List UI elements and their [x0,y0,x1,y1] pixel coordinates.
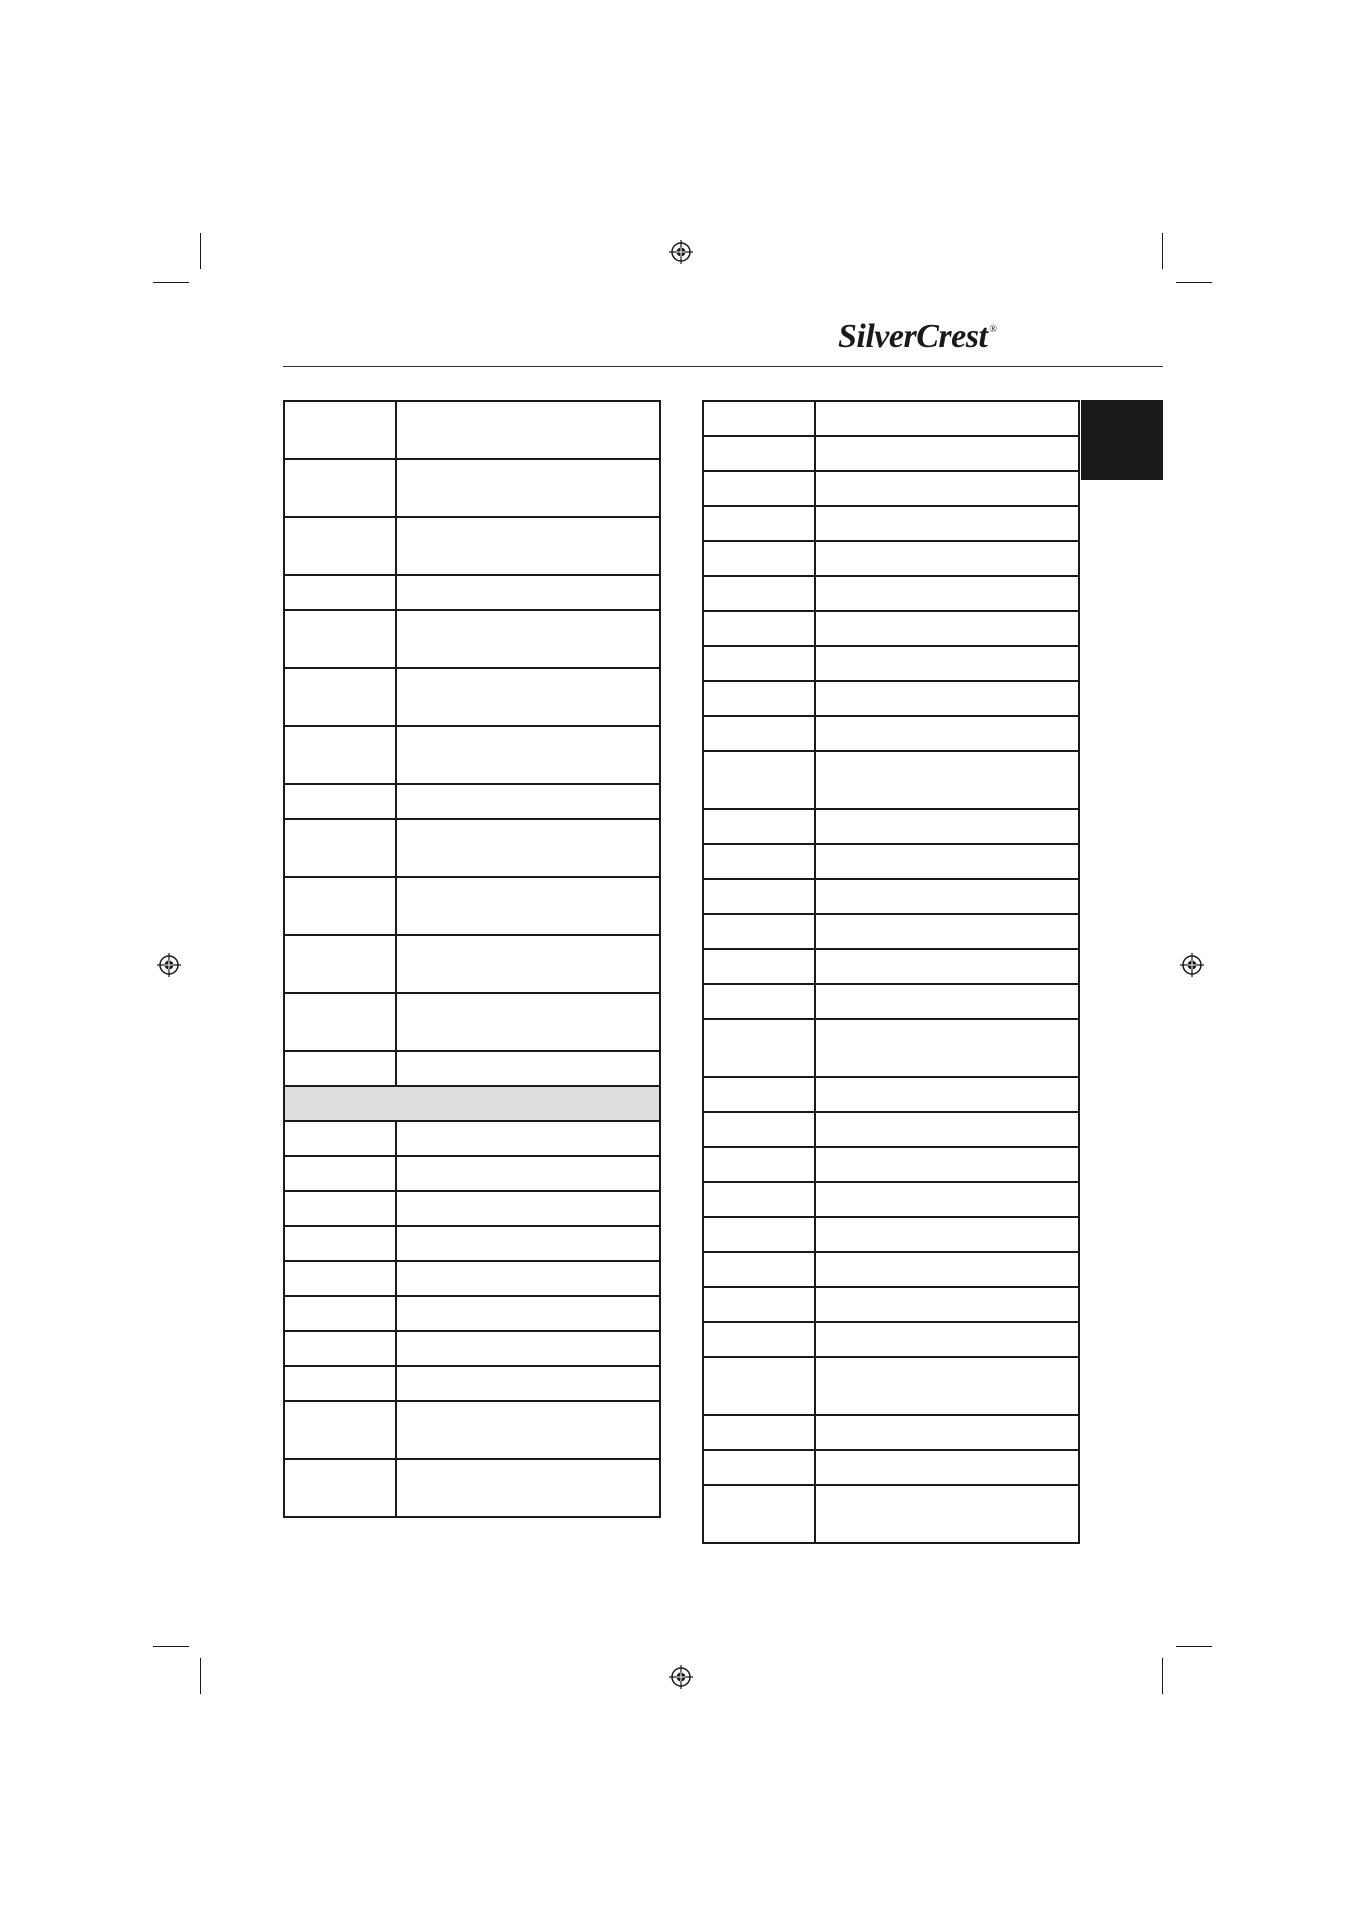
table-cell-value [815,611,1079,646]
crop-mark-top-right-h [1176,282,1212,283]
table-cell-label [703,1415,815,1450]
table-cell-value [396,668,660,726]
table-cell-label [284,1191,396,1226]
table-cell-label [284,517,396,575]
table-cell-label [703,844,815,879]
table-cell-label [703,1357,815,1415]
table-cell-value [815,1147,1079,1182]
table-cell-value [815,436,1079,471]
table-cell-value [815,949,1079,984]
table-cell-label [284,610,396,668]
table-cell-value [815,1019,1079,1077]
table-cell-label [703,984,815,1019]
table-row [703,716,1079,751]
table-cell-label [703,436,815,471]
left-table [283,400,661,1518]
table-cell-value [396,517,660,575]
table-cell-value [815,401,1079,436]
table-cell-value [815,844,1079,879]
table-cell-label [284,1261,396,1296]
table-row [703,751,1079,809]
table-cell-value [815,1357,1079,1415]
table-cell-label [703,1147,815,1182]
table-cell-label [284,459,396,517]
table-cell-value [396,1226,660,1261]
table-row [703,541,1079,576]
table-row [703,1287,1079,1322]
table-row [703,1252,1079,1287]
table-row [703,1019,1079,1077]
table-cell-label [284,1331,396,1366]
table-row [703,809,1079,844]
table-cell-label [703,716,815,751]
table-row [284,935,660,993]
table-cell-label [284,401,396,459]
table-cell-value [815,716,1079,751]
table-cell-label [284,1226,396,1261]
table-cell-label [703,1217,815,1252]
section-header-cell [284,1086,660,1121]
table-cell-value [815,809,1079,844]
table-row [284,1156,660,1191]
crop-mark-top-left-v [200,233,201,269]
crop-mark-bottom-left-v [200,1658,201,1694]
table-cell-label [284,935,396,993]
crop-mark-bottom-right-v [1162,1658,1163,1694]
table-cell-label [703,751,815,809]
table-cell-label [703,541,815,576]
table-row [284,610,660,668]
table-row [284,1226,660,1261]
table-cell-value [396,1459,660,1517]
table-row [284,1191,660,1226]
table-cell-value [396,1296,660,1331]
table-cell-value [815,751,1079,809]
table-cell-label [284,668,396,726]
table-cell-label [284,993,396,1051]
table-cell-value [815,1485,1079,1543]
table-cell-value [815,879,1079,914]
table-cell-label [703,681,815,716]
table-cell-label [703,506,815,541]
table-row [703,1217,1079,1252]
table-cell-label [703,1322,815,1357]
table-cell-label [284,877,396,935]
table-cell-value [396,1331,660,1366]
table-cell-value [396,459,660,517]
table-row [703,401,1079,436]
table-cell-value [815,1077,1079,1112]
table-row [284,575,660,610]
table-cell-label [284,1401,396,1459]
table-cell-value [396,877,660,935]
table-row [284,784,660,819]
table-row [703,506,1079,541]
table-cell-label [284,819,396,877]
table-cell-value [396,1051,660,1086]
table-row [703,646,1079,681]
header-rule [283,366,1163,367]
right-table [702,400,1080,1544]
table-row [703,1322,1079,1357]
table-cell-value [396,1191,660,1226]
table-cell-label [703,1287,815,1322]
table-cell-value [815,506,1079,541]
table-cell-label [703,1077,815,1112]
table-cell-label [703,401,815,436]
table-cell-value [815,1415,1079,1450]
table-cell-label [284,784,396,819]
table-cell-value [396,1156,660,1191]
table-cell-value [815,471,1079,506]
table-cell-label [284,1366,396,1401]
table-cell-value [815,1287,1079,1322]
table-row [703,1077,1079,1112]
table-cell-label [284,1121,396,1156]
table-cell-value [815,1182,1079,1217]
table-cell-label [284,575,396,610]
table-cell-value [396,1121,660,1156]
crop-mark-top-right-v [1162,233,1163,269]
table-cell-label [703,1252,815,1287]
table-row [703,914,1079,949]
table-row [703,879,1079,914]
table-cell-value [396,993,660,1051]
registration-mark-icon [669,240,693,264]
table-cell-value [815,1450,1079,1485]
table-row [284,517,660,575]
table-cell-label [703,1019,815,1077]
table-cell-value [396,1366,660,1401]
registration-mark-icon [669,1665,693,1689]
table-row [703,984,1079,1019]
table-cell-label [284,726,396,784]
table-row [284,1331,660,1366]
table-cell-value [815,1112,1079,1147]
table-cell-value [396,610,660,668]
table-row [703,1112,1079,1147]
table-cell-value [396,935,660,993]
table-row [703,1450,1079,1485]
table-row [284,1086,660,1121]
table-cell-value [396,726,660,784]
table-cell-value [815,1217,1079,1252]
table-cell-label [284,1296,396,1331]
table-cell-label [703,1112,815,1147]
crop-mark-top-left-h [153,282,189,283]
table-row [703,1147,1079,1182]
table-cell-value [815,1252,1079,1287]
table-row [284,819,660,877]
table-row [284,1366,660,1401]
table-cell-label [703,949,815,984]
table-cell-label [703,1182,815,1217]
table-row [703,681,1079,716]
table-cell-value [396,401,660,459]
table-cell-value [815,681,1079,716]
table-row [703,576,1079,611]
table-row [703,611,1079,646]
table-row [703,1415,1079,1450]
table-cell-value [396,1401,660,1459]
table-cell-label [703,646,815,681]
table-cell-value [396,575,660,610]
table-row [284,1296,660,1331]
language-tab-marker [1081,400,1163,480]
table-row [284,1261,660,1296]
table-cell-label [284,1051,396,1086]
table-row [284,668,660,726]
table-row [284,1401,660,1459]
table-row [703,436,1079,471]
table-row [703,949,1079,984]
table-row [284,401,660,459]
table-row [284,726,660,784]
table-row [703,471,1079,506]
table-row [284,993,660,1051]
table-row [284,459,660,517]
crop-mark-bottom-right-h [1176,1646,1212,1647]
table-cell-value [815,1322,1079,1357]
table-cell-value [396,1261,660,1296]
table-cell-value [396,819,660,877]
crop-mark-bottom-left-h [153,1646,189,1647]
brand-logo-text: SilverCrest [838,318,988,355]
table-cell-value [815,541,1079,576]
table-row [284,1459,660,1517]
table-row [284,1121,660,1156]
table-cell-value [396,784,660,819]
registration-mark-icon [1180,953,1204,977]
table-row [703,1182,1079,1217]
table-cell-label [703,809,815,844]
table-cell-label [284,1459,396,1517]
table-cell-label [703,914,815,949]
table-cell-label [703,471,815,506]
table-row [703,844,1079,879]
table-cell-label [284,1156,396,1191]
table-row [284,1051,660,1086]
brand-logo [838,318,995,356]
table-cell-label [703,611,815,646]
table-cell-value [815,984,1079,1019]
table-cell-value [815,646,1079,681]
table-row [284,877,660,935]
table-cell-label [703,879,815,914]
table-row [703,1357,1079,1415]
table-row [703,1485,1079,1543]
table-cell-value [815,914,1079,949]
table-cell-label [703,1450,815,1485]
registered-mark: ® [989,324,997,335]
registration-mark-icon [157,953,181,977]
table-cell-label [703,576,815,611]
table-cell-label [703,1485,815,1543]
table-cell-value [815,576,1079,611]
